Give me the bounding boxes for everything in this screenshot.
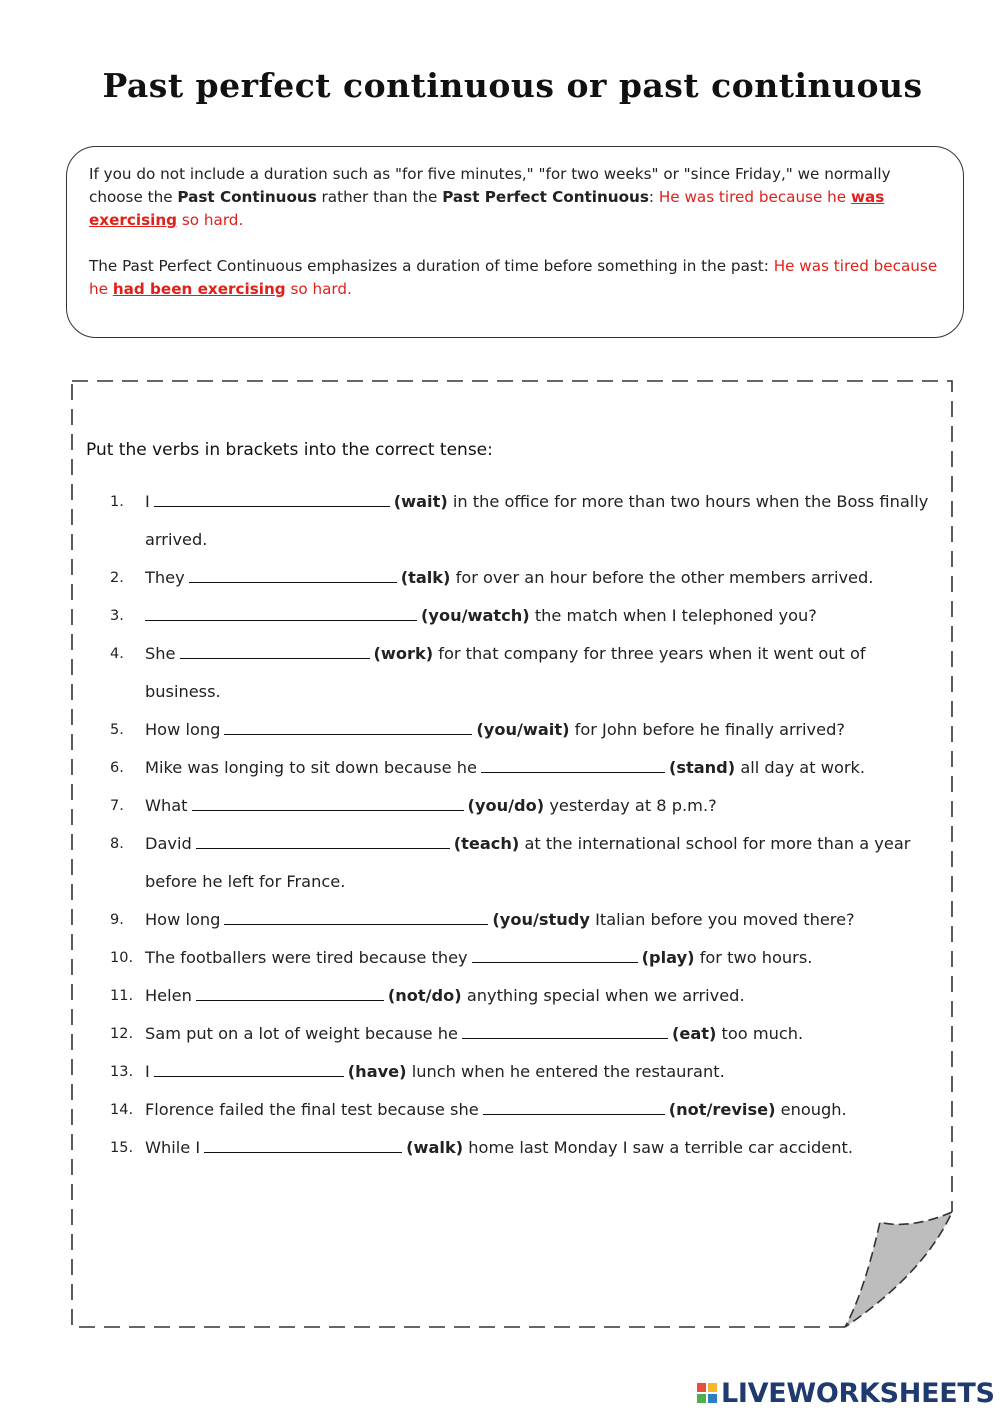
- question-item: [110, 939, 940, 977]
- question-number: 5.: [110, 722, 124, 738]
- info-text: The Past Perfect Continuous emphasizes a duration of time before something in the past:: [89, 257, 774, 275]
- question-item: [110, 483, 940, 559]
- question-text: at the international school for more than a year before he left for France.: [145, 834, 911, 891]
- example-text: so hard.: [285, 280, 352, 298]
- example-text: He was tired because he: [89, 257, 938, 298]
- answer-blank[interactable]: [145, 606, 417, 621]
- logo-text: LIVEWORKSHEETS: [721, 1377, 995, 1409]
- question-text: for over an hour before the other members arrived.: [455, 568, 874, 587]
- question-text: for John before he finally arrived?: [574, 720, 845, 739]
- question-text: lunch when he entered the restaurant.: [411, 1062, 725, 1081]
- verb-hint: (stand): [668, 758, 736, 777]
- question-item: [110, 597, 940, 635]
- question-item: [110, 1053, 940, 1091]
- example-text: He was tired because he: [658, 188, 851, 206]
- verb-hint: (teach): [453, 834, 520, 853]
- answer-blank[interactable]: [481, 758, 665, 773]
- verb-hint: (you/study: [492, 910, 590, 929]
- question-text: She: [145, 644, 176, 663]
- logo-square: [697, 1383, 706, 1392]
- question-number: 7.: [110, 798, 124, 814]
- answer-blank[interactable]: [483, 1100, 665, 1115]
- question-list: [110, 483, 940, 1167]
- question-text: How long: [145, 720, 221, 739]
- answer-blank[interactable]: [189, 568, 397, 583]
- question-number: 11.: [110, 988, 134, 1004]
- question-text: How long: [145, 910, 221, 929]
- verb-hint: (walk): [406, 1138, 464, 1157]
- verb-hint: (have): [347, 1062, 407, 1081]
- question-text: yesterday at 8 p.m.?: [549, 796, 717, 815]
- page-curl-icon: [845, 1212, 952, 1327]
- instruction: Put the verbs in brackets into the correct tense:: [86, 440, 493, 460]
- answer-blank[interactable]: [180, 644, 370, 659]
- question-item: [110, 711, 940, 749]
- question-text: home last Monday I saw a terrible car accident.: [468, 1138, 853, 1157]
- question-text: for two hours.: [699, 948, 813, 967]
- info-text: If you do not include a duration such as "for five minutes," "for two weeks" or "since Friday," we normally choose the: [89, 165, 891, 206]
- question-number: 8.: [110, 836, 124, 852]
- question-number: 14.: [110, 1102, 134, 1118]
- verb-hint: (work): [373, 644, 434, 663]
- question-text: I: [145, 492, 150, 511]
- info-text: rather than the: [316, 188, 443, 206]
- question-text: the match when I telephoned you?: [534, 606, 817, 625]
- question-item: [110, 901, 940, 939]
- question-text: in the office for more than two hours when the Boss finally arrived.: [145, 492, 929, 549]
- question-item: [110, 559, 940, 597]
- question-number: 4.: [110, 646, 124, 662]
- question-item: [110, 1129, 940, 1167]
- question-text: The footballers were tired because they: [145, 948, 468, 967]
- question-number: 3.: [110, 608, 124, 624]
- question-text: for that company for three years when it went out of business.: [145, 644, 866, 701]
- question-text: Helen: [145, 986, 192, 1005]
- question-text: They: [145, 568, 185, 587]
- logo-square: [708, 1394, 717, 1403]
- logo-square: [697, 1394, 706, 1403]
- question-text: Italian before you moved there?: [595, 910, 855, 929]
- question-text: too much.: [721, 1024, 804, 1043]
- answer-blank[interactable]: [224, 720, 472, 735]
- question-number: 6.: [110, 760, 124, 776]
- answer-blank[interactable]: [154, 1062, 344, 1077]
- logo-square: [708, 1383, 717, 1392]
- question-text: all day at work.: [740, 758, 866, 777]
- info-text: :: [648, 188, 659, 206]
- question-item: [110, 1015, 940, 1053]
- verb-hint: (wait): [393, 492, 448, 511]
- question-text: While I: [145, 1138, 201, 1157]
- verb-hint: (not/do): [387, 986, 462, 1005]
- question-number: 2.: [110, 570, 124, 586]
- answer-blank[interactable]: [204, 1138, 402, 1153]
- answer-blank[interactable]: [462, 1024, 668, 1039]
- question-number: 1.: [110, 494, 124, 510]
- verb-hint: (play): [641, 948, 695, 967]
- question-item: [110, 825, 940, 901]
- liveworksheets-logo[interactable]: [697, 1376, 995, 1410]
- question-number: 13.: [110, 1064, 134, 1080]
- example-highlight: was exercising: [89, 188, 885, 229]
- question-text: I: [145, 1062, 150, 1081]
- question-text: What: [145, 796, 188, 815]
- question-number: 9.: [110, 912, 124, 928]
- question-item: [110, 749, 940, 787]
- question-item: [110, 787, 940, 825]
- question-item: [110, 977, 940, 1015]
- verb-hint: (you/wait): [476, 720, 570, 739]
- question-item: [110, 635, 940, 711]
- example-highlight: had been exercising: [112, 280, 286, 298]
- verb-hint: (you/do): [467, 796, 545, 815]
- question-text: enough.: [780, 1100, 847, 1119]
- question-text: Sam put on a lot of weight because he: [145, 1024, 458, 1043]
- answer-blank[interactable]: [196, 834, 450, 849]
- question-text: Mike was longing to sit down because he: [145, 758, 477, 777]
- verb-hint: (eat): [671, 1024, 717, 1043]
- answer-blank[interactable]: [224, 910, 488, 925]
- verb-hint: (not/revise): [668, 1100, 776, 1119]
- question-number: 10.: [110, 950, 134, 966]
- question-text: anything special when we arrived.: [466, 986, 745, 1005]
- info-term: Past Continuous: [177, 188, 317, 206]
- page-title: Past perfect continuous or past continuous: [102, 66, 923, 105]
- answer-blank[interactable]: [154, 492, 390, 507]
- question-item: [110, 1091, 940, 1129]
- question-text: David: [145, 834, 192, 853]
- verb-hint: (you/watch): [421, 606, 530, 625]
- question-number: 15.: [110, 1140, 134, 1156]
- answer-blank[interactable]: [192, 796, 464, 811]
- logo-mark-icon: [697, 1383, 717, 1403]
- example-text: so hard.: [177, 211, 244, 229]
- question-text: Florence failed the final test because she: [145, 1100, 479, 1119]
- answer-blank[interactable]: [472, 948, 638, 963]
- verb-hint: (talk): [400, 568, 451, 587]
- answer-blank[interactable]: [196, 986, 384, 1001]
- question-number: 12.: [110, 1026, 134, 1042]
- info-term: Past Perfect Continuous: [442, 188, 649, 206]
